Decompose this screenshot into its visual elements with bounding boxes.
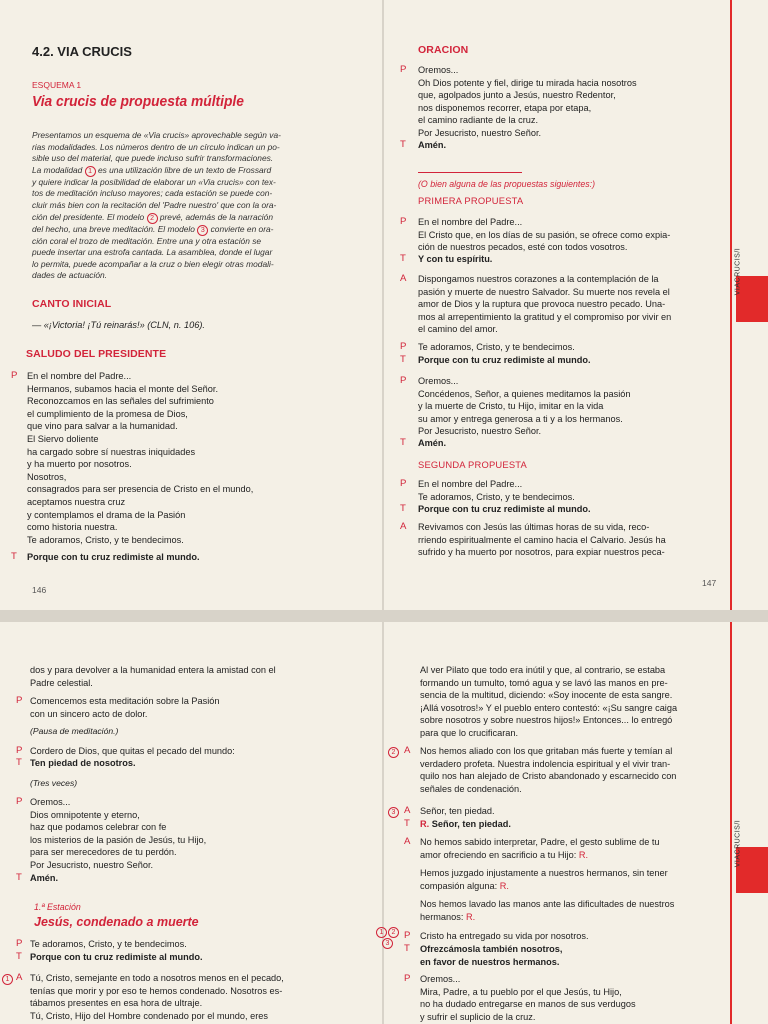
meditation-text: Tú, Cristo, semejante en todo a nosotros menos en el pecado, tenías que morir y por eso te hemos condenado. Nosotros es- tábamos presentes en esa hora de ultraje. Tú, Cristo, Hijo del Hombre condenado por el mundo, eres	[30, 973, 284, 1021]
intro-paragraph: Presentamos un esquema de «Via crucis» aprovechable según va- rias modalidades. Los números dentro de un círculo indican un po- sible uso del material, que puede incluso sufrir transformaciones. La modalidad 1 es una utilización libre de un texto de Frossard y quiere indicar la posibilidad de elaborar un «Via crucis» con tex- tos de meditación incluso mayores; cada estación se puede con- cluir más bien con la recitación del 'Padre nuestro' que con la ora- ción del presidente. El modelo 2 prevé, además de la narración del hecho, una breve meditación. El modelo 3 convierte en ora- ción coral el trozo de meditación. Entre una y otra estación se puede insertar una estrofa cantada. La asamblea, donde el lugar lo permita, puede acompañar a la cruz o bien elegir otras modali- dades de actuación.	[32, 130, 281, 281]
speaker-mark: T	[400, 253, 406, 264]
primera-text: En el nombre del Padre... El Cristo que, en los días de su pasión, se ofrece como expia- ción de nuestros pecados, esté con todos vosotros.	[418, 217, 671, 253]
segunda-text: En el nombre del Padre... Te adoramos, Cristo, y te bendecimos.	[418, 479, 575, 502]
estacion-title: Jesús, condenado a muerte	[34, 915, 199, 929]
amen-text: Amén.	[418, 438, 447, 448]
speaker-mark: T	[400, 139, 406, 150]
speaker-mark: P	[400, 341, 407, 352]
speaker-mark: P	[16, 796, 23, 807]
schema-label: ESQUEMA 1	[32, 80, 82, 90]
circled-number-icon: 1	[376, 927, 387, 938]
senor-piedad-text: Señor, ten piedad.	[420, 806, 495, 816]
primera-response: Y con tu espíritu.	[418, 254, 493, 264]
speaker-mark: P	[400, 64, 407, 75]
amen-text: Amén.	[30, 873, 59, 883]
speaker-mark: P	[16, 745, 23, 756]
margin-rule	[730, 622, 732, 1024]
oremos-text: Oremos... Dios omnipotente y eterno, haz que podamos celebrar con fe los misterios de la pasión de Jesús, tu Hijo, para ser merecedores de tu perdón. Por Jesucristo, nuestro Señor.	[30, 797, 207, 870]
speaker-mark: A	[404, 836, 411, 847]
speaker-mark: P	[400, 375, 407, 386]
pausa-note: (Pausa de meditación.)	[30, 726, 119, 736]
segunda-meditation: Revivamos con Jesús las últimas horas de su vida, reco- rriendo espiritualmente el camino hacia el Calvario. Jesús ha sufrido y ha muerto por nosotros, para expiar nuestros peca-	[418, 522, 666, 558]
speaker-mark: P	[400, 478, 407, 489]
page-title: Via crucis de propuesta múltiple	[32, 93, 244, 110]
primera-heading: PRIMERA PROPUESTA	[418, 195, 524, 206]
cordero-text: Cordero de Dios, que quitas el pecado del mundo:	[30, 746, 235, 756]
speaker-mark: A	[404, 805, 411, 816]
speaker-mark: T	[16, 872, 22, 883]
speaker-mark: T	[11, 551, 17, 562]
adoramos-text: Te adoramos, Cristo, y te bendecimos.	[418, 342, 575, 352]
estacion-label: 1.ª Estación	[34, 902, 81, 912]
page-bottom-right	[379, 622, 768, 1024]
side-label: VIACRUCIS/I	[734, 819, 742, 868]
speaker-mark: T	[400, 437, 406, 448]
side-label: VIACRUCIS/I	[734, 247, 742, 296]
alternative-note: (O bien alguna de las propuestas siguientes:)	[418, 179, 596, 189]
circled-number-icon: 3	[388, 807, 399, 818]
speaker-mark: P	[16, 695, 23, 706]
segunda-response: Porque con tu cruz redimiste al mundo.	[418, 504, 591, 514]
circled-number-icon: 3	[382, 938, 393, 949]
entregado-text: Cristo ha entregado su vida por nosotros.	[420, 931, 589, 941]
page-number: 146	[32, 585, 47, 595]
primera-meditation: Dispongamos nuestros corazones a la contemplación de la pasión y muerte de nuestro Salvador. Su muerte nos revela el amor de Dios y la ruptura que provoca nuestro pecado. Una- mos al arrepentimiento la gratitud y el compromiso por vivir en el camino del amor.	[418, 274, 672, 335]
comencemos-text: Comencemos esta meditación sobre la Pasión con un sincero acto de dolor.	[30, 696, 220, 719]
speaker-mark: T	[404, 818, 410, 829]
speaker-mark: T	[400, 354, 406, 365]
circled-number-icon: 2	[147, 213, 158, 224]
canto-text: — «¡Victoria! ¡Tú reinarás!» (CLN, n. 106).	[32, 320, 205, 330]
speaker-mark: A	[16, 972, 23, 983]
porque-text: Porque con tu cruz redimiste al mundo.	[418, 355, 591, 365]
adoramos-text: Te adoramos, Cristo, y te bendecimos.	[30, 939, 187, 949]
speaker-mark: T	[16, 757, 22, 768]
circled-number-icon: 2	[388, 927, 399, 938]
speaker-mark: T	[16, 951, 22, 962]
continued-text: dos y para devolver a la humanidad entera la amistad con el Padre celestial.	[30, 665, 276, 688]
senor-piedad-response: R. Señor, ten piedad.	[420, 819, 511, 829]
section-heading: 4.2. VIA CRUCIS	[32, 44, 132, 59]
speaker-mark: P	[11, 370, 18, 381]
pilato-narrative: Al ver Pilato que todo era inútil y que, al contrario, se estaba formando un tumulto, tomó agua y se lavó las manos en pre- sencia de la multitud, diciendo: «Soy inocente de esta sangre. ¡Allá vosotros!» Y el pueblo entero contestó: «¡Su sangre caiga sobre nosotros y sobre nuestros hijos!» Entonces... lo entregó para que lo crucificaran.	[420, 665, 678, 738]
speaker-mark: P	[404, 973, 411, 984]
juzgado-text: Hemos juzgado injustamente a nuestros hermanos, sin tener compasión alguna: R.	[420, 868, 668, 891]
circled-number-icon: 1	[85, 166, 96, 177]
circled-number-icon: 2	[388, 747, 399, 758]
ofrezcamosla-text: Ofrezcámosla también nosotros, en favor de nuestros hermanos.	[420, 944, 563, 967]
speaker-mark: P	[404, 930, 411, 941]
page-number: 147	[702, 578, 717, 588]
speaker-mark: A	[400, 521, 407, 532]
porque-text: Porque con tu cruz redimiste al mundo.	[30, 952, 203, 962]
page-147	[384, 0, 768, 610]
amen-text: Amén.	[418, 140, 447, 150]
sabido-text: No hemos sabido interpretar, Padre, el gesto sublime de tu amor ofreciendo en sacrificio a tu Hijo: R.	[420, 837, 660, 860]
margin-rule	[730, 0, 732, 610]
aliado-text: Nos hemos aliado con los que gritaban más fuerte y temían al verdadero profeta. Nuestra indolencia espiritual y el vivir tran- quilo nos han alejado de Cristo abandonado y escarnecido con señales de condenación.	[420, 746, 677, 794]
speaker-mark: T	[400, 503, 406, 514]
circled-number-icon: 3	[197, 225, 208, 236]
oremos-text: Oremos... Mira, Padre, a tu pueblo por el que Jesús, tu Hijo, no ha dudado entregarse en manos de sus verdugos y sufrir el suplicio de la cruz.	[420, 974, 636, 1022]
oracion-text: Oremos... Oh Dios potente y fiel, dirige tu mirada hacia nosotros que, agolpados junto a Jesús, nuestro Redentor, nos disponemos recorrer, etapa por etapa, el camino radiante de la cruz. Por Jesucristo, nuestro Señor.	[418, 65, 637, 138]
speaker-mark: A	[400, 273, 407, 284]
oracion-heading: ORACION	[418, 44, 469, 56]
divider	[418, 172, 522, 173]
speaker-mark: P	[400, 216, 407, 227]
speaker-mark: A	[404, 745, 411, 756]
circled-number-icon: 1	[2, 974, 13, 985]
saludo-heading: SALUDO DEL PRESIDENTE	[26, 348, 167, 360]
saludo-response: Porque con tu cruz redimiste al mundo.	[27, 552, 200, 562]
oremos-text: Oremos... Concédenos, Señor, a quienes meditamos la pasión y la muerte de Cristo, tu Hijo, imitar en la vida su amor y entrega generosa a ti y a los hermanos. Por Jesucristo, nuestro Señor.	[418, 376, 631, 437]
saludo-text: En el nombre del Padre... Hermanos, subamos hacia el monte del Señor. Reconozcamos en las señales del sufrimiento el cumplimiento de la promesa de Dios, que vino para salvar a la humanidad. El Siervo doliente ha cargado sobre sí nuestras iniquidades y ha muerto por nosotros. Nosotros, consagrados para ser presencia de Cristo en el mundo, aceptamos nuestra cruz y contemplamos el drama de la Pasión como historia nuestra. Te adoramos, Cristo, y te bendecimos.	[27, 371, 254, 545]
lavado-text: Nos hemos lavado las manos ante las dificultades de nuestros hermanos: R.	[420, 899, 675, 922]
segunda-heading: SEGUNDA PROPUESTA	[418, 459, 527, 470]
speaker-mark: T	[404, 943, 410, 954]
page-bottom-left	[0, 622, 382, 1024]
page-146	[0, 0, 382, 610]
speaker-mark: P	[16, 938, 23, 949]
canto-heading: CANTO INICIAL	[32, 298, 112, 310]
tres-veces-note: (Tres veces)	[30, 778, 78, 788]
piedad-text: Ten piedad de nosotros.	[30, 758, 136, 768]
